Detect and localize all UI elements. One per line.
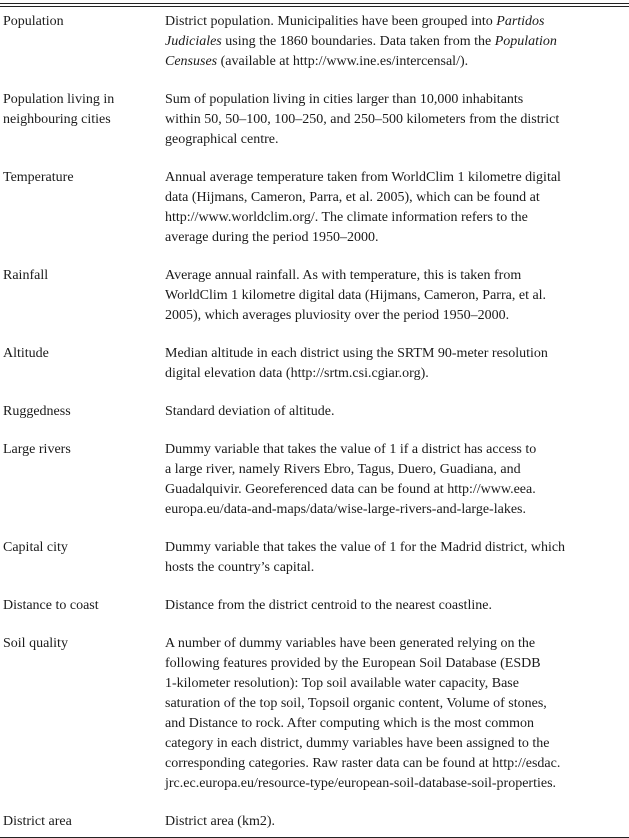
italic-term: Judiciales [165, 34, 222, 49]
description-text: average during the period 1950–2000. [165, 230, 379, 245]
description-line [165, 12, 627, 32]
description-line [165, 538, 627, 558]
description-line [165, 364, 627, 384]
description-text: Distance from the district centroid to the nearest coastline. [165, 598, 492, 613]
description-line [165, 306, 627, 326]
variable-name: Ruggedness [3, 404, 71, 419]
italic-term: Partidos [496, 14, 545, 29]
description-text: District area (km2). [165, 814, 276, 829]
row-spacer [0, 422, 629, 440]
variable-name: Population living in neighbouring cities [3, 92, 115, 127]
description-text: Median altitude in each district using the SRTM 90-meter resolution [165, 346, 548, 361]
table-row [0, 596, 629, 616]
row-spacer [0, 794, 629, 812]
variable-description [165, 812, 627, 832]
row-spacer [0, 578, 629, 596]
table-row [0, 12, 629, 72]
description-line [165, 110, 627, 130]
description-line [165, 90, 627, 110]
description-line [165, 812, 627, 832]
variable-name: Rainfall [3, 268, 49, 283]
description-text: Guadalquivir. Georeferenced data can be found at http://www.eea. [165, 482, 536, 497]
description-line [165, 734, 627, 754]
variable-description [165, 344, 627, 384]
variable-description [165, 596, 627, 616]
description-text: hosts the country’s capital. [165, 560, 315, 575]
description-text: geographical centre. [165, 132, 279, 147]
description-text: within 50, 50–100, 100–250, and 250–500 kilometers from the district [165, 112, 560, 127]
description-line [165, 480, 627, 500]
description-text: Dummy variable that takes the value of 1 for the Madrid district, which [165, 540, 566, 555]
table-row [0, 402, 629, 422]
description-line [165, 402, 627, 422]
table-row [0, 266, 629, 326]
table-row [0, 538, 629, 578]
italic-term: Censuses [165, 54, 218, 69]
table-row [0, 440, 629, 520]
description-line [165, 52, 627, 72]
variable-description [165, 12, 627, 72]
table-row [0, 634, 629, 794]
italic-term: Population [494, 34, 557, 49]
description-line [165, 188, 627, 208]
row-spacer [0, 616, 629, 634]
variable-name: Capital city [3, 540, 68, 555]
variable-description [165, 538, 627, 578]
variable-definitions-table [0, 3, 629, 838]
row-spacer [0, 384, 629, 402]
variable-name: District area [3, 814, 72, 829]
description-text: WorldClim 1 kilometre digital data (Hijmans, Cameron, Parra, et al. [165, 288, 547, 303]
description-line [165, 694, 627, 714]
description-text: jrc.ec.europa.eu/resource-type/european-soil-database-soil-properties. [165, 776, 557, 791]
description-text: 1-kilometer resolution): Top soil available water capacity, Base [165, 676, 519, 691]
description-text: using the 1860 boundaries. Data taken from the [221, 34, 495, 49]
variable-name: Altitude [3, 346, 49, 361]
table-row [0, 90, 629, 150]
table-row [0, 168, 629, 248]
description-text: and Distance to rock. After computing which is the most common [165, 716, 534, 731]
row-spacer [0, 520, 629, 538]
description-text: District population. Municipalities have been grouped into [165, 14, 497, 29]
variable-name: Large rivers [3, 442, 71, 457]
variable-description [165, 440, 627, 520]
description-line [165, 654, 627, 674]
description-text: Annual average temperature taken from WorldClim 1 kilometre digital [165, 170, 561, 185]
variable-name: Distance to coast [3, 598, 99, 613]
description-text: Dummy variable that takes the value of 1 if a district has access to [165, 442, 537, 457]
table-row [0, 812, 629, 832]
description-text: data (Hijmans, Cameron, Parra, et al. 2005), which can be found at [165, 190, 540, 205]
description-text: Average annual rainfall. As with temperature, this is taken from [165, 268, 522, 283]
description-text: europa.eu/data-and-maps/data/wise-large-rivers-and-large-lakes. [165, 502, 526, 517]
description-line [165, 344, 627, 364]
description-line [165, 440, 627, 460]
variable-description [165, 90, 627, 150]
description-line [165, 286, 627, 306]
description-text: A number of dummy variables have been generated relying on the [165, 636, 536, 651]
description-line [165, 208, 627, 228]
variable-name: Temperature [3, 170, 74, 185]
description-text: corresponding categories. Raw raster data can be found at http://esdac. [165, 756, 561, 771]
variable-description [165, 402, 627, 422]
description-line [165, 460, 627, 480]
description-line [165, 500, 627, 520]
description-text: digital elevation data (http://srtm.csi.cgiar.org). [165, 366, 429, 381]
description-line [165, 130, 627, 150]
description-line [165, 774, 627, 794]
variable-name: Population [3, 14, 64, 29]
description-text: Sum of population living in cities larger than 10,000 inhabitants [165, 92, 524, 107]
row-spacer [0, 72, 629, 90]
description-line [165, 228, 627, 248]
description-line [165, 596, 627, 616]
variable-name: Soil quality [3, 636, 68, 651]
description-line [165, 714, 627, 734]
description-text: following features provided by the European Soil Database (ESDB [165, 656, 541, 671]
row-spacer [0, 326, 629, 344]
variable-description [165, 168, 627, 248]
description-text: a large river, namely Rivers Ebro, Tagus, Duero, Guadiana, and [165, 462, 521, 477]
description-text: (available at http://www.ine.es/intercensal/). [217, 54, 469, 69]
table-row [0, 344, 629, 384]
description-text: saturation of the top soil, Topsoil organic content, Volume of stones, [165, 696, 547, 711]
description-text: http://www.worldclim.org/. The climate information refers to the [165, 210, 528, 225]
description-text: category in each district, dummy variables have been assigned to the [165, 736, 550, 751]
variable-description [165, 266, 627, 326]
description-line [165, 266, 627, 286]
table-body [0, 7, 629, 837]
row-spacer [0, 248, 629, 266]
description-line [165, 754, 627, 774]
description-line [165, 168, 627, 188]
description-line [165, 634, 627, 654]
variable-description [165, 634, 627, 794]
description-line [165, 558, 627, 578]
description-line [165, 32, 627, 52]
row-spacer [0, 150, 629, 168]
description-line [165, 674, 627, 694]
description-text: 2005), which averages pluviosity over the period 1950–2000. [165, 308, 510, 323]
description-text: Standard deviation of altitude. [165, 404, 335, 419]
